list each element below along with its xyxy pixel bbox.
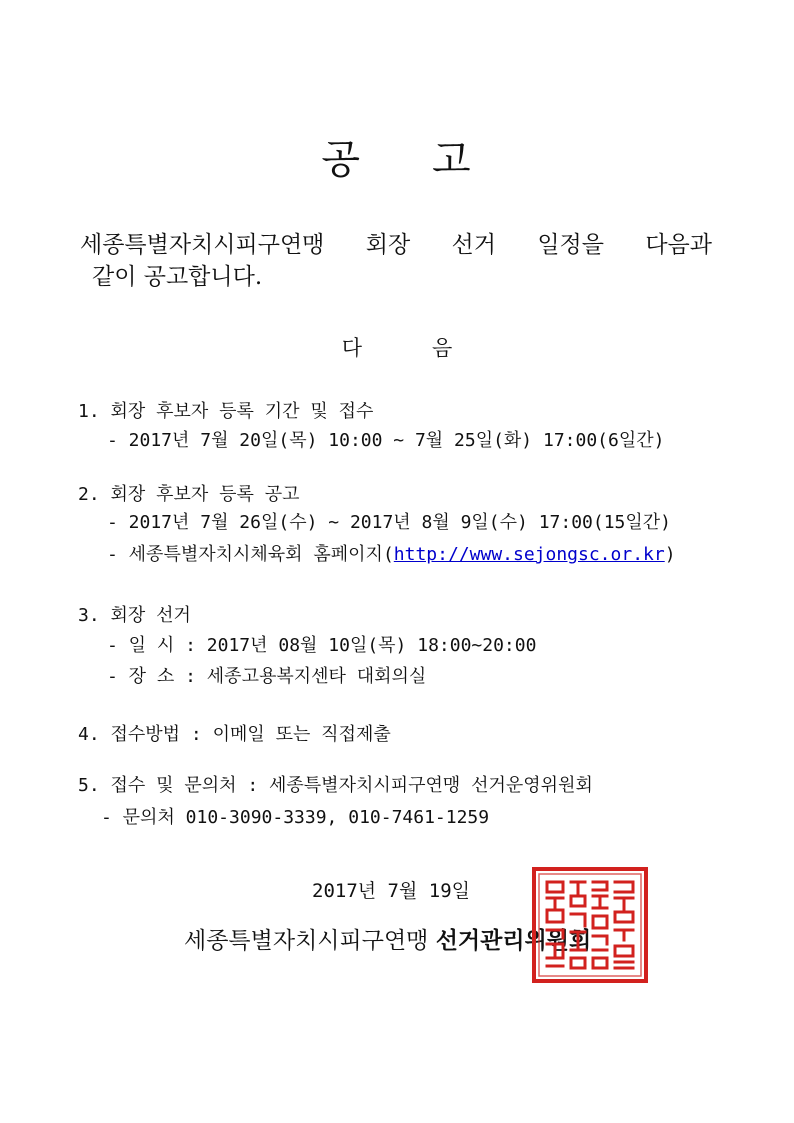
homepage-suffix: )	[664, 544, 676, 565]
item-2-head: 2. 회장 후보자 등록 공고	[78, 484, 300, 505]
item-1-head: 1. 회장 후보자 등록 기간 및 접수	[78, 401, 374, 422]
org-committee: 선거관리위원회	[435, 927, 592, 954]
title-left: 공	[321, 137, 362, 183]
title-right: 고	[432, 137, 473, 183]
item-5-sub-1: - 문의처 010-3090-3339, 010-7461-1259	[101, 807, 490, 828]
item-3-sub-1: - 일 시 : 2017년 08월 10일(목) 18:00~20:00	[107, 635, 537, 656]
section-heading	[0, 332, 794, 362]
notice-date: 2017년 7월 19일	[312, 880, 471, 902]
intro-line-1: 세종특별자치시피구연맹 회장 선거 일정을 다음과	[80, 232, 712, 258]
intro-line-2: 같이 공고합니다.	[92, 264, 263, 290]
heading-right: 음	[432, 336, 453, 360]
official-seal-icon	[531, 866, 649, 984]
homepage-prefix: - 세종특별자치시체육회 홈페이지(	[107, 544, 394, 565]
item-1-sub-1: - 2017년 7월 20일(목) 10:00 ~ 7월 25일(화) 17:00(6일간)	[107, 430, 665, 451]
page-title	[0, 128, 794, 185]
item-4-head: 4. 접수방법 : 이메일 또는 직접제출	[78, 724, 391, 745]
heading-left: 다	[341, 336, 362, 360]
org-name: 세종특별자치시피구연맹	[184, 928, 429, 954]
homepage-link[interactable]: http://www.sejongsc.or.kr	[393, 544, 665, 565]
homepage-line	[107, 540, 676, 566]
item-5-head: 5. 접수 및 문의처 : 세종특별자치시피구연맹 선거운영위원회	[78, 775, 593, 796]
item-2-sub-1: - 2017년 7월 26일(수) ~ 2017년 8월 9일(수) 17:00(15일간)	[107, 512, 672, 533]
item-3-sub-2: - 장 소 : 세종고용복지센타 대회의실	[107, 666, 427, 687]
item-3-head: 3. 회장 선거	[78, 605, 191, 626]
